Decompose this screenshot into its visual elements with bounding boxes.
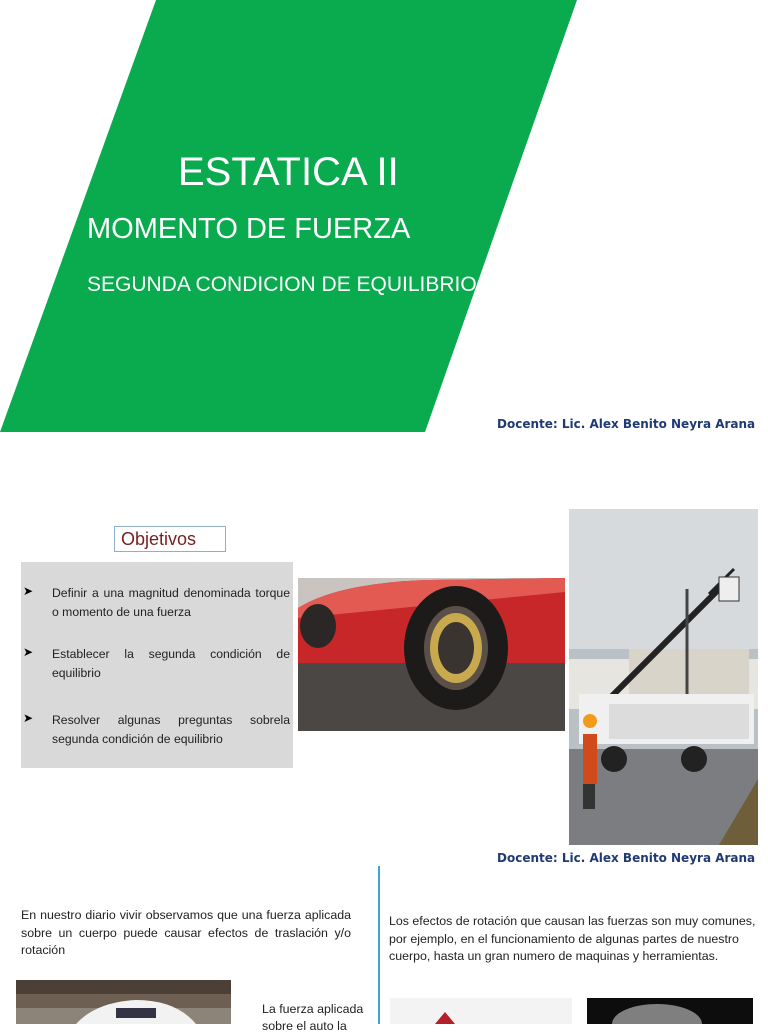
car-wheel-photo	[298, 578, 565, 731]
slide-title: ESTATICA II	[178, 150, 399, 194]
image-caption: La fuerza aplicada sobre el auto la	[262, 1002, 364, 1033]
docente-credit: Docente: Lic. Alex Benito Neyra Arana	[497, 851, 756, 865]
intro-paragraph: En nuestro diario vivir observamos que una fuerza aplicada sobre un cuerpo puede causar efectos de traslación y/o rotación	[21, 908, 351, 957]
arrow-bullet-icon: ➤	[23, 711, 34, 725]
objetivo-text: Establecer la segunda condición de equilibrio	[52, 647, 290, 680]
slide-subtitle: MOMENTO DE FUERZA	[87, 213, 411, 245]
objetivos-box	[21, 562, 293, 768]
docente-credit: Docente: Lic. Alex Benito Neyra Arana	[497, 417, 756, 431]
rotation-paragraph: Los efectos de rotación que causan las fuerzas son muy comunes, por ejemplo, en el funcionamiento de algunas partes de nuestro cuerpo, hasta un gran numero de maquinas y herramientas.	[389, 914, 756, 963]
arrow-bullet-icon: ➤	[23, 645, 34, 659]
objetivos-heading: Objetivos	[114, 526, 226, 552]
xray-thumbnail	[587, 998, 753, 1024]
column-divider	[378, 866, 380, 1024]
tool-thumbnail	[390, 998, 572, 1024]
arrow-bullet-icon: ➤	[23, 584, 34, 598]
objetivo-text: Resolver algunas preguntas sobrela segunda condición de equilibrio	[52, 713, 290, 746]
objetivo-text: Definir a una magnitud denominada torque o momento de una fuerza	[52, 586, 290, 619]
crane-truck-photo	[569, 509, 758, 845]
slide-subtitle-secondary: SEGUNDA CONDICION DE EQUILIBRIO	[87, 273, 477, 296]
street-car-photo	[16, 980, 231, 1024]
